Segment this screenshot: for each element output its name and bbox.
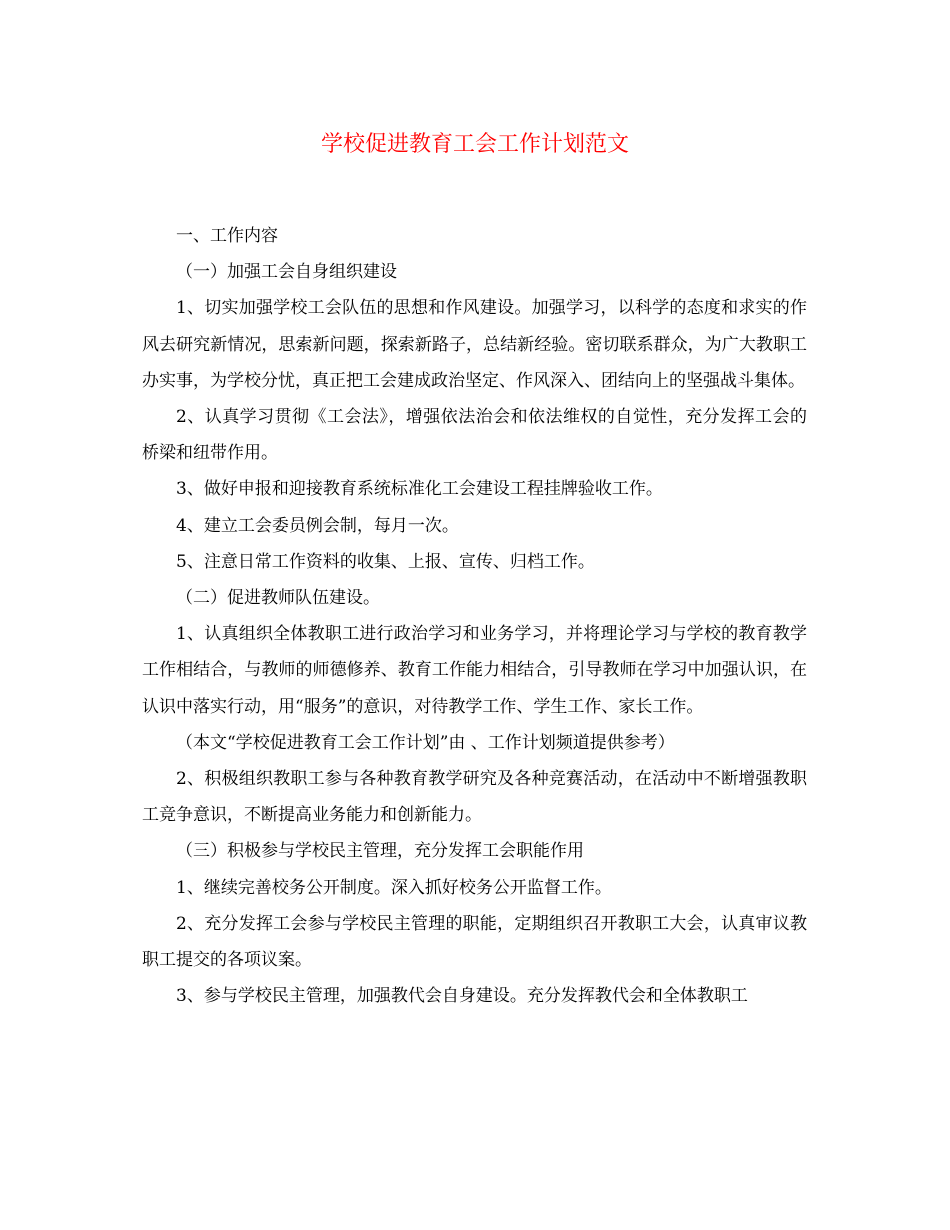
paragraph: 2、认真学习贯彻《工会法》，增强依法治会和依法维权的自觉性，充分发挥工会的桥梁和纽带作用。	[142, 407, 807, 464]
paragraph: 2、充分发挥工会参与学校民主管理的职能，定期组织召开教职工大会，认真审议教职工提交的各项议案。	[142, 913, 807, 971]
subsection-heading-3: （三）积极参与学校民主管理，充分发挥工会职能作用	[176, 841, 584, 862]
paragraph: 3、做好申报和迎接教育系统标准化工会建设工程挂牌验收工作。	[176, 479, 663, 500]
paragraph: 5、注意日常工作资料的收集、上报、宣传、归档工作。	[176, 551, 595, 572]
paragraph: 1、继续完善校务公开制度。深入抓好校务公开监督工作。	[176, 877, 612, 898]
section-heading-work-content: 一、工作内容	[176, 226, 278, 246]
paragraph: 1、切实加强学校工会队伍的思想和作风建设。加强学习，以科学的态度和求实的作风去研究新情况，思索新问题，探索新路子，总结新经验。密切联系群众，为广大教职工办实事，为学校分忧，真正把工会建成政治坚定、作风深入、团结向上的坚强战斗集体。	[142, 298, 807, 391]
subsection-heading-2: （二）促进教师队伍建设。	[176, 588, 380, 609]
document-title: 学校促进教育工会工作计划范文	[320, 132, 629, 157]
source-note: （本文“学校促进教育工会工作计划”由 、工作计划频道提供参考）	[176, 732, 675, 753]
paragraph: 2、积极组织教职工参与各种教育教学研究及各种竞赛活动，在活动中不断增强教职工竞争意识，不断提高业务能力和创新能力。	[142, 769, 807, 826]
subsection-heading-1: （一）加强工会自身组织建设	[176, 262, 397, 283]
paragraph: 4、建立工会委员例会制，每月一次。	[176, 515, 459, 536]
paragraph: 3、参与学校民主管理，加强教代会自身建设。充分发挥教代会和全体教职工	[176, 986, 748, 1007]
paragraph: 1、认真组织全体教职工进行政治学习和业务学习，并将理论学习与学校的教育教学工作相结合，与教师的师德修养、教育工作能力相结合，引导教师在学习中加强认识，在认识中落实行动，用“服务”的意识，对待教学工作、学生工作、家长工作。	[142, 624, 807, 717]
document-body	[142, 218, 807, 1014]
